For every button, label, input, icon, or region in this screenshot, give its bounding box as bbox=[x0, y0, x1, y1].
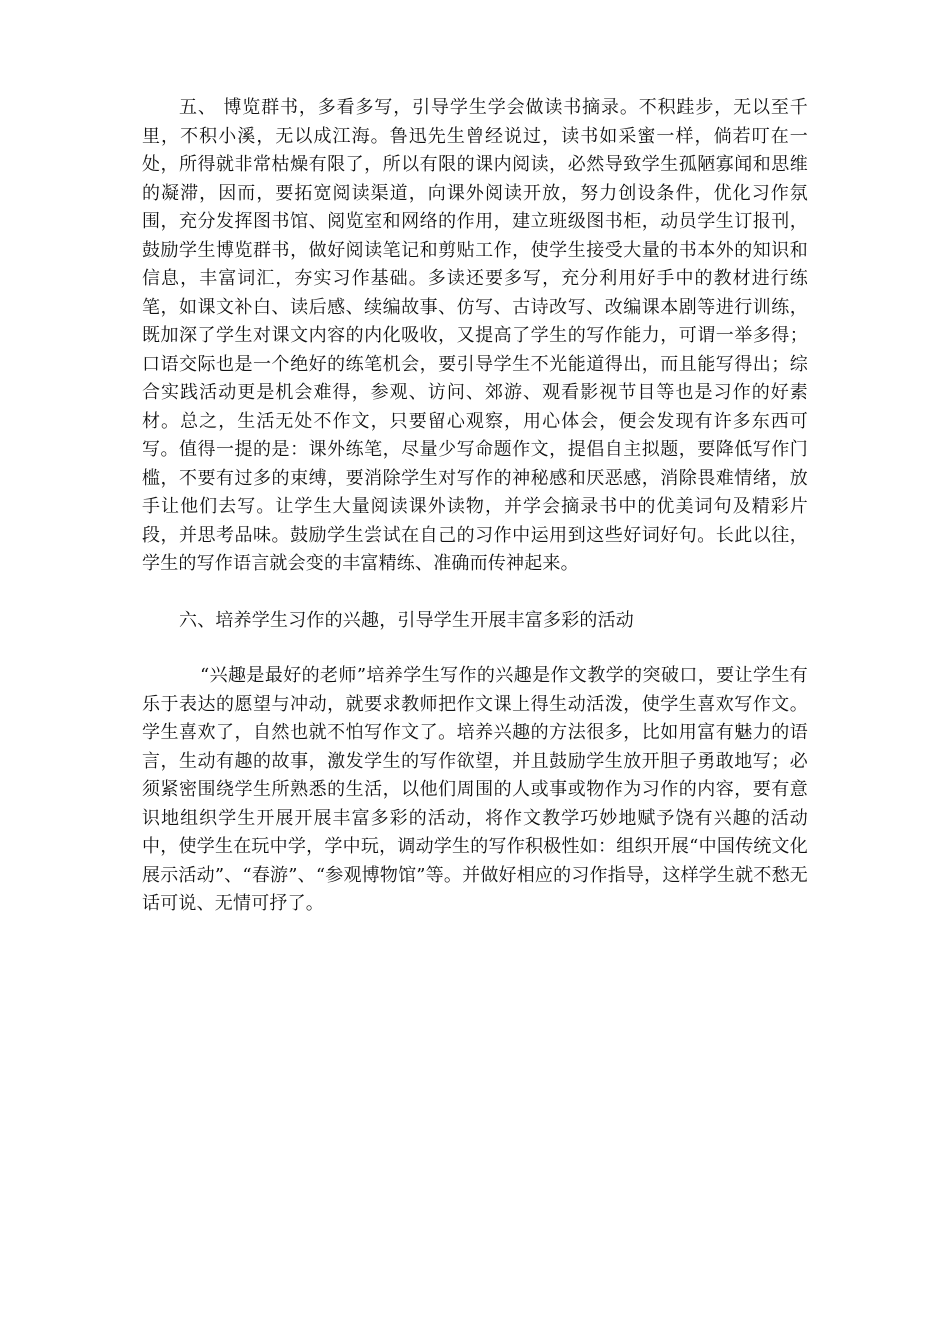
paragraph-interest: “兴趣是最好的老师”培养学生写作的兴趣是作文教学的突破口，要让学生有乐于表达的愿望与冲动，就要求教师把作文课上得生动活泼，使学生喜欢写作文。学生喜欢了，自然也就不怕写作文了。培养兴趣的方法很多，比如用富有魅力的语言，生动有趣的故事，激发学生的写作欲望，并且鼓励学生放开胆子勇敢地写；必须紧密围绕学生所熟悉的生活，以他们周围的人或事或物作为习作的内容，要有意识地组织学生开展开展丰富多彩的活动，将作文教学巧妙地赋予饶有兴趣的活动中，使学生在玩中学，学中玩，调动学生的写作积极性如：组织开展“中国传统文化展示活动”、“春游”、“参观博物馆”等。并做好相应的习作指导，这样学生就不愁无话可说、无情可抒了。 bbox=[142, 665, 808, 914]
document-body bbox=[142, 94, 808, 919]
section-heading-six: 六、培养学生习作的兴趣，引导学生开展丰富多彩的活动 bbox=[179, 609, 634, 631]
paragraph-wide-reading: 五、 博览群书，多看多写，引导学生学会做读书摘录。不积跬步，无以至千里，不积小溪，无以成江海。鲁迅先生曾经说过，读书如采蜜一样，倘若叮在一处，所得就非常枯燥有限了，所以有限的课内阅读，必然导致学生孤陋寡闻和思维的凝滞，因而，要拓宽阅读渠道，向课外阅读开放，努力创设条件，优化习作氛围，充分发挥图书馆、阅览室和网络的作用，建立班级图书柜，动员学生订报刊，鼓励学生博览群书，做好阅读笔记和剪贴工作，使学生接受大量的书本外的知识和信息，丰富词汇，夯实习作基础。多读还要多写，充分利用好手中的教材进行练笔，如课文补白、读后感、续编故事、仿写、古诗改写、改编课本剧等进行训练，既加深了学生对课文内容的内化吸收，又提高了学生的写作能力，可谓一举多得；口语交际也是一个绝好的练笔机会，要引导学生不光能道得出，而且能写得出；综合实践活动更是机会难得，参观、访问、郊游、观看影视节目等也是习作的好素材。总之，生活无处不作文，只要留心观察，用心体会，便会发现有许多东西可写。值得一提的是：课外练笔，尽量少写命题作文，提倡自主拟题，要降低写作门槛，不要有过多的束缚，要消除学生对写作的神秘感和厌恶感，消除畏难情绪，放手让他们去写。让学生大量阅读课外读物，并学会摘录书中的优美词句及精彩片段，并思考品味。鼓励学生尝试在自己的习作中运用到这些好词好句。长此以往，学生的写作语言就会变的丰富精练、准确而传神起来。 bbox=[142, 97, 808, 574]
